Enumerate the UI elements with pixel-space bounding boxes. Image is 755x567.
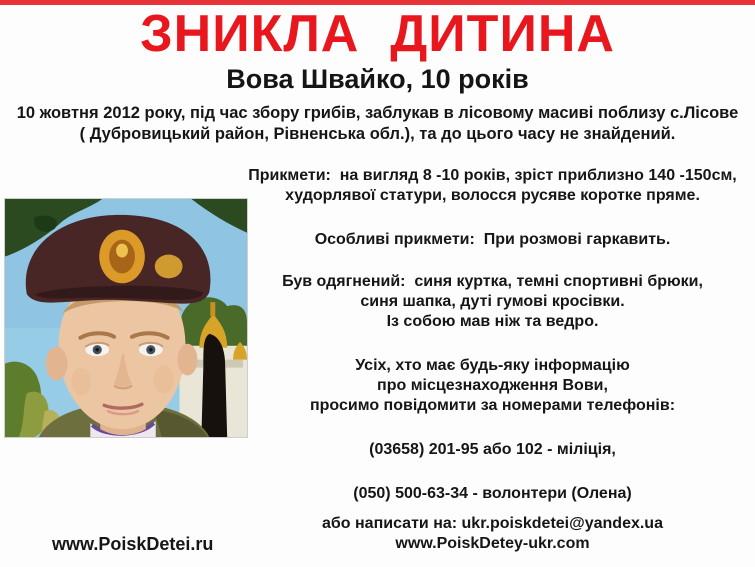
website-ukraine: www.PoiskDetey-ukr.com — [395, 535, 590, 552]
clothing-line2: синя шапка, дуті гумові кросівки. — [360, 293, 625, 310]
clothing-description — [234, 272, 751, 332]
appeal-line3: просимо повідомити за номерами телефонів: — [309, 397, 676, 414]
poster-header — [0, 5, 755, 145]
special-marks — [234, 230, 751, 250]
appeal-line2: про місцезнаходження Вови, — [377, 377, 608, 394]
appearance-description — [234, 160, 751, 206]
volunteers-phone — [234, 484, 751, 504]
child-name-age: Вова Швайко, 10 років — [226, 64, 529, 94]
contact-email: або написати на: ukr.poiskdetei@yandex.ua — [322, 515, 663, 532]
appeal-line1: Усіх, хто має будь-яку інформацію — [355, 357, 630, 374]
appearance-line1: Прикмети: на вигляд 8 -10 років, зріст приблизно 140 -150см, — [248, 167, 737, 184]
disappearance-summary-line2: ( Дубровицький район, Рівненська обл.), та до цього часу не знайдений. — [79, 125, 676, 143]
clothing-line3: Із собою мав ніж та ведро. — [386, 313, 599, 330]
police-phone-text: (03658) 201-95 або 102 - міліція, — [369, 441, 616, 458]
special-marks-text: Особливі прикмети: При розмові гаркавить. — [314, 231, 671, 248]
website-russia: www.PoiskDetei.ru — [52, 534, 214, 554]
email-and-site — [234, 514, 751, 554]
poster-title: ЗНИКЛА ДИТИНА — [140, 5, 615, 63]
missing-child-photo — [4, 198, 248, 438]
disappearance-summary — [0, 103, 755, 145]
missing-child-photo-illustration — [5, 199, 247, 437]
disappearance-summary-line1: 10 жовтня 2012 року, під час збору грибів, заблукав в лісовому масиві поблизу с.Лісове — [16, 104, 739, 122]
volunteers-phone-text: (050) 500-63-34 - волонтери (Олена) — [353, 485, 632, 502]
police-phone — [234, 440, 751, 460]
details-column — [234, 160, 751, 554]
appearance-line2: худорлявої статури, волосся русяве коротке пряме. — [285, 187, 700, 204]
clothing-line1: Був одягнений: синя куртка, темні спортивні брюки, — [282, 273, 703, 290]
information-appeal — [234, 356, 751, 416]
